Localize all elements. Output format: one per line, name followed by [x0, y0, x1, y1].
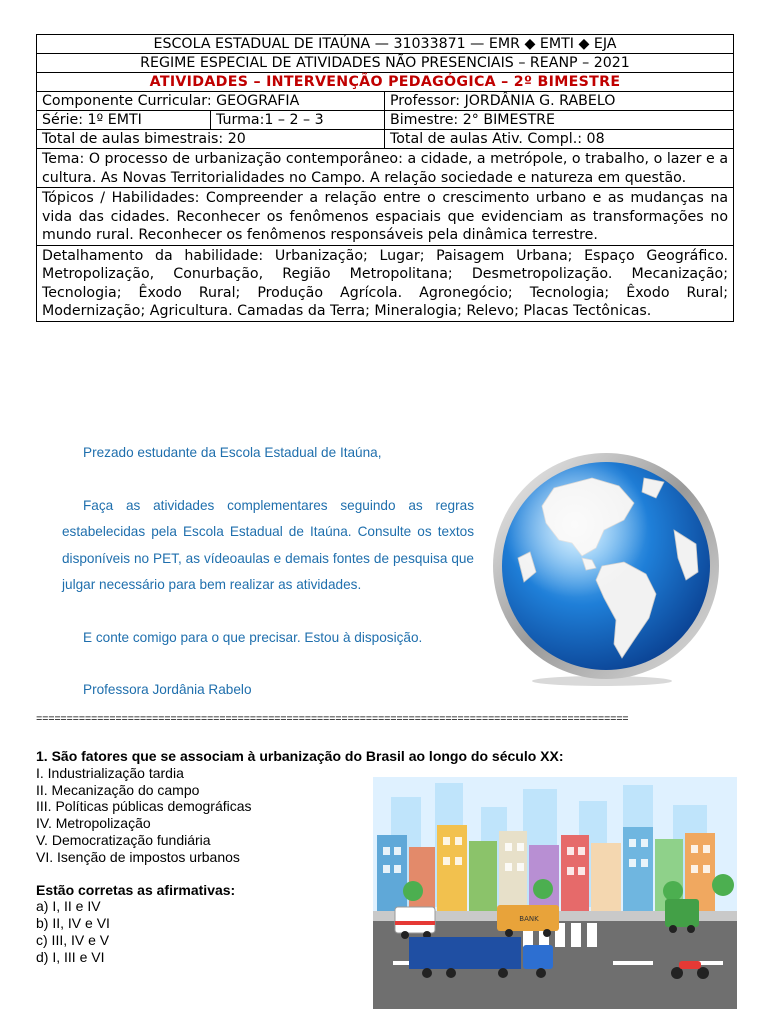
- statement-4: IV. Metropolização: [36, 815, 151, 832]
- bimestre-cell: Bimestre: 2° BIMESTRE: [385, 111, 734, 130]
- topicos-cell: Tópicos / Habilidades: Compreender a relação entre o crescimento urbano e as mudanças na vida das cidades. Reconhecer os fenômenos espaciais que evidenciam as transformações no mundo rural. Reconhecer os fenômenos responsáveis pela dinâmica terrestre.: [37, 188, 734, 246]
- statement-5: V. Democratização fundiária: [36, 831, 211, 848]
- detalhamento-cell: Detalhamento da habilidade: Urbanização; Lugar; Paisagem Urbana; Espaço Geográfico. Metropolização, Conurbação, Região Metropolitana; Desmetropolização. Mecanização; Tecnologia; Êxodo Rural; Produção Agrícola. Agronegócio; Tecnologia; Êxodo Rural; Modernização; Agricultura. Camadas da Terra; Mineralogia; Relevo; Placas Tectônicas.: [37, 245, 734, 321]
- professor-cell: Professor: JORDÂNIA G. RABELO: [385, 92, 734, 111]
- total-aulas-cell: Total de aulas bimestrais: 20: [37, 130, 385, 149]
- question-prompt: Estão corretas as afirmativas:: [36, 881, 236, 898]
- regime-line: REGIME ESPECIAL DE ATIVIDADES NÃO PRESENCIAIS – REANP – 2021: [37, 54, 734, 73]
- letter-body: Faça as atividades complementares seguindo as regras estabelecidas pela Escola Estadual de Itaúna. Consulte os textos disponíveis no PET, as vídeoaulas e demais fontes de pesquisa que julgar necessário para bem realizar as atividades.: [62, 497, 474, 592]
- bank-sign: BANK: [519, 915, 539, 923]
- turma-cell: Turma:1 – 2 – 3: [211, 111, 385, 130]
- componente-cell: Componente Curricular: GEOGRAFIA: [37, 92, 385, 111]
- statement-3: III. Políticas públicas demográficas: [36, 798, 252, 815]
- letter-signature: Professora Jordânia Rabelo: [83, 682, 252, 697]
- letter-closing: E conte comigo para o que precisar. Estou à disposição.: [83, 629, 423, 645]
- statement-6: VI. Isenção de impostos urbanos: [36, 848, 240, 865]
- tema-cell: Tema: O processo de urbanização contemporâneo: a cidade, a metrópole, o trabalho, o lazer e a cultura. As Novas Territorialidades no Campo. A relação sociedade e natureza em questão.: [37, 149, 734, 188]
- option-a: a) I, II e IV: [36, 898, 101, 915]
- total-ativ-cell: Total de aulas Ativ. Compl.: 08: [385, 130, 734, 149]
- question-title: 1. São fatores que se associam à urbanização do Brasil ao longo do século XX:: [36, 748, 564, 764]
- statement-2: II. Mecanização do campo: [36, 781, 200, 798]
- serie-cell: Série: 1º EMTI: [37, 111, 211, 130]
- option-c: c) III, IV e V: [36, 931, 110, 948]
- statement-1: I. Industrialização tardia: [36, 764, 184, 781]
- letter-greeting: Prezado estudante da Escola Estadual de Itaúna,: [83, 445, 382, 460]
- city-illustration: [373, 777, 737, 1009]
- option-b: b) II, IV e VI: [36, 915, 110, 932]
- header-table: [36, 34, 734, 322]
- section-divider: =================================================================================================: [36, 714, 629, 726]
- globe-illustration: [484, 448, 730, 688]
- activity-title: ATIVIDADES – INTERVENÇÃO PEDAGÓGICA – 2º BIMESTRE: [37, 73, 734, 92]
- letter-block: [62, 440, 474, 704]
- option-d: d) I, III e VI: [36, 948, 105, 965]
- school-name: ESCOLA ESTADUAL DE ITAÚNA — 31033871 — EMR ◆ EMTI ◆ EJA: [37, 35, 734, 54]
